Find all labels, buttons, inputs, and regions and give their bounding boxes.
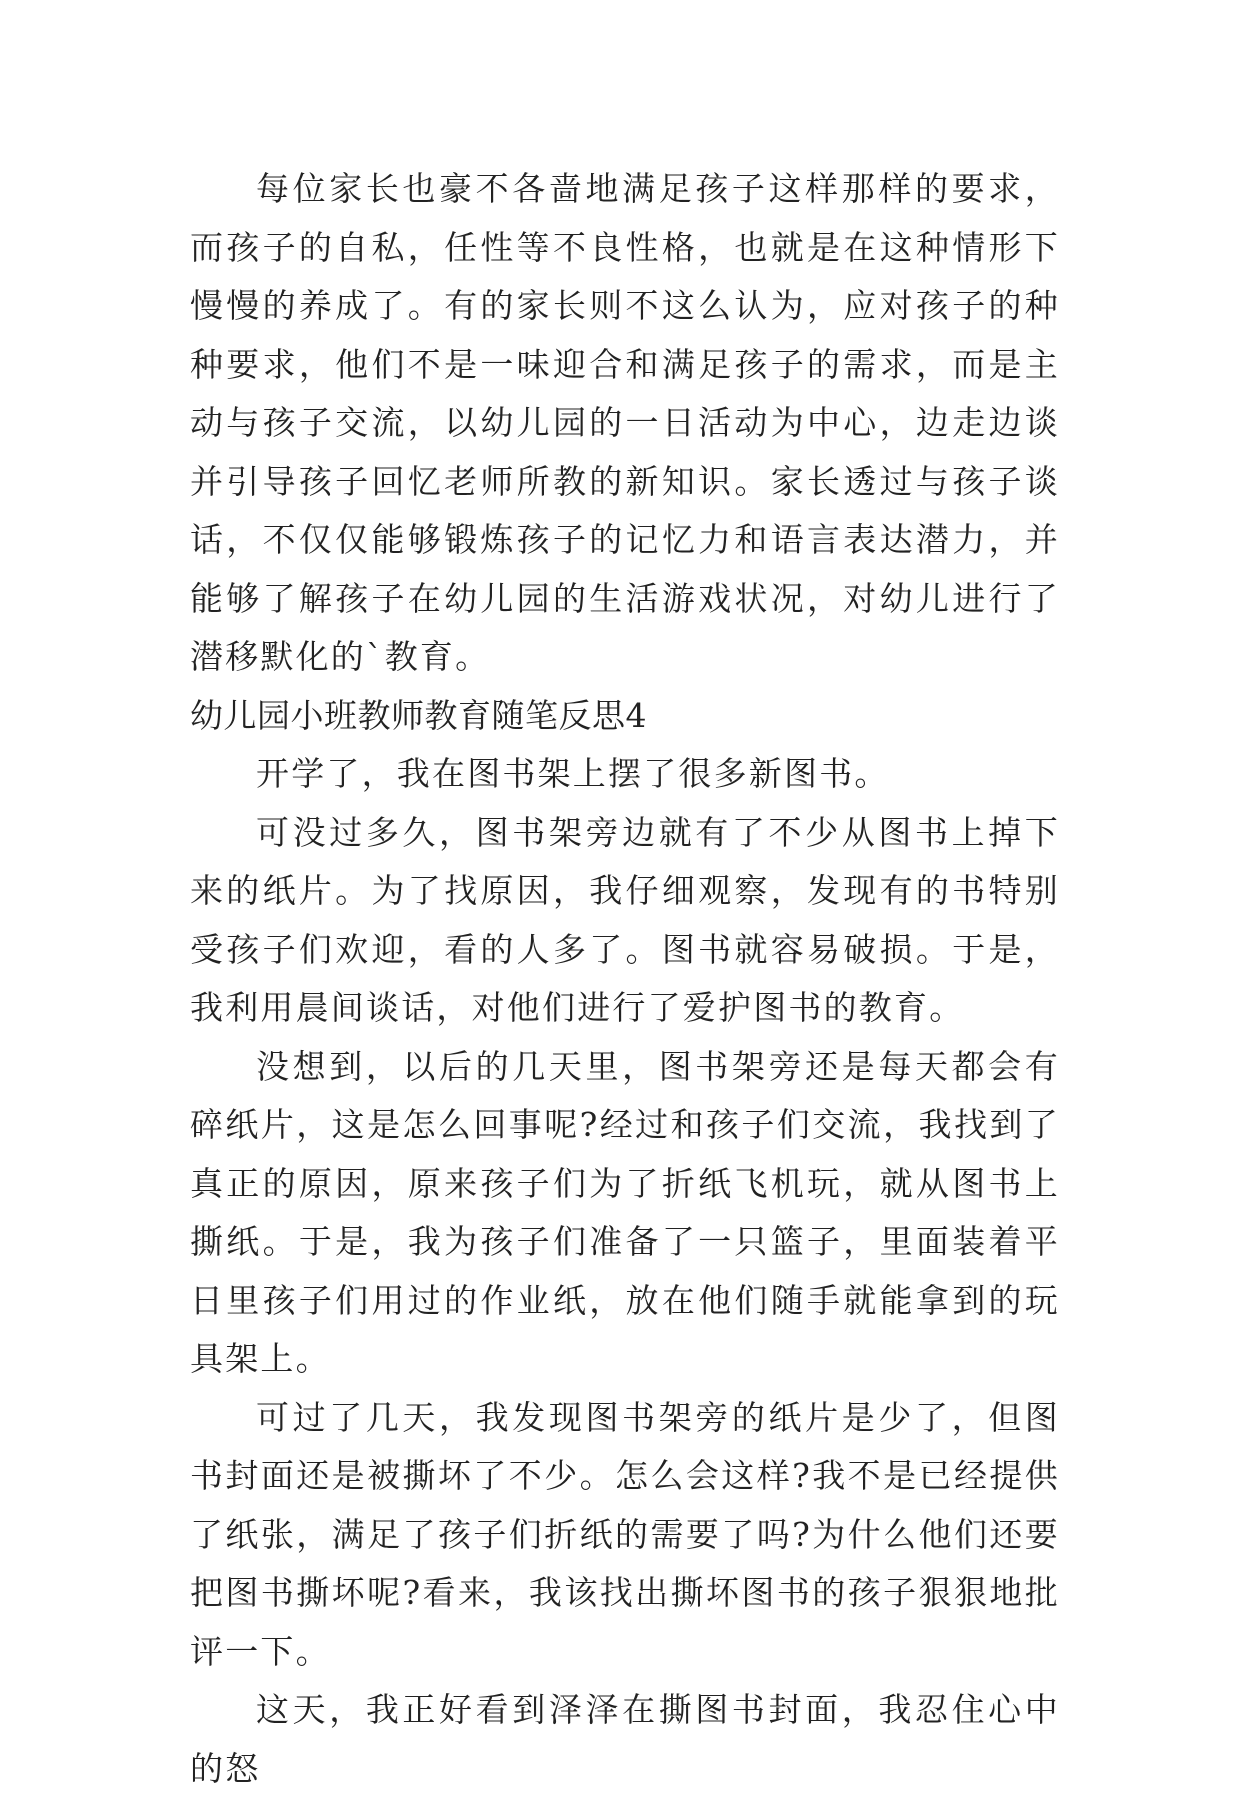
paragraph-parent-attitudes: 每位家长也豪不各啬地满足孩子这样那样的要求，而孩子的自私，任性等不良性格，也就是在这种情形下慢慢的养成了。有的家长则不这么认为，应对孩子的种种要求，他们不是一味迎合和满足孩子的需求，而是主动与孩子交流，以幼儿园的一日活动为中心，边走边谈并引导孩子回忆老师所教的新知识。家长透过与孩子谈话，不仅仅能够锻炼孩子的记忆力和语言表达潜力，并能够了解孩子在幼儿园的生活游戏状况，对幼儿进行了潜移默化的`教育。 [190, 169, 1060, 676]
paragraph-paper-planes: 没想到，以后的几天里，图书架旁还是每天都会有碎纸片，这是怎么回事呢?经过和孩子们交流，我找到了真正的原因，原来孩子们为了折纸飞机玩，就从图书上撕纸。于是，我为孩子们准备了一只篮子，里面装着平日里孩子们用过的作业纸，放在他们随手就能拿到的玩具架上。 [190, 1046, 1060, 1378]
paragraph-new-books: 开学了，我在图书架上摆了很多新图书。 [256, 754, 890, 793]
paragraph-torn-covers: 可过了几天，我发现图书架旁的纸片是少了，但图书封面还是被撕坏了不少。怎么会这样?我不是已经提供了纸张，满足了孩子们折纸的需要了吗?为什么他们还要把图书撕坏呢?看来，我该找出撕坏图书的孩子狠狠地批评一下。 [190, 1397, 1060, 1671]
paragraph-zeze: 这天，我正好看到泽泽在撕图书封面，我忍住心中的怒 [190, 1690, 1060, 1788]
paragraph-paper-scraps: 可没过多久，图书架旁边就有了不少从图书上掉下来的纸片。为了找原因，我仔细观察，发现有的书特别受孩子们欢迎，看的人多了。图书就容易破损。于是，我利用晨间谈话，对他们进行了爱护图书的教育。 [190, 812, 1060, 1027]
document-body [190, 160, 1060, 1798]
section-heading: 幼儿园小班教师教育随笔反思4 [190, 695, 647, 735]
